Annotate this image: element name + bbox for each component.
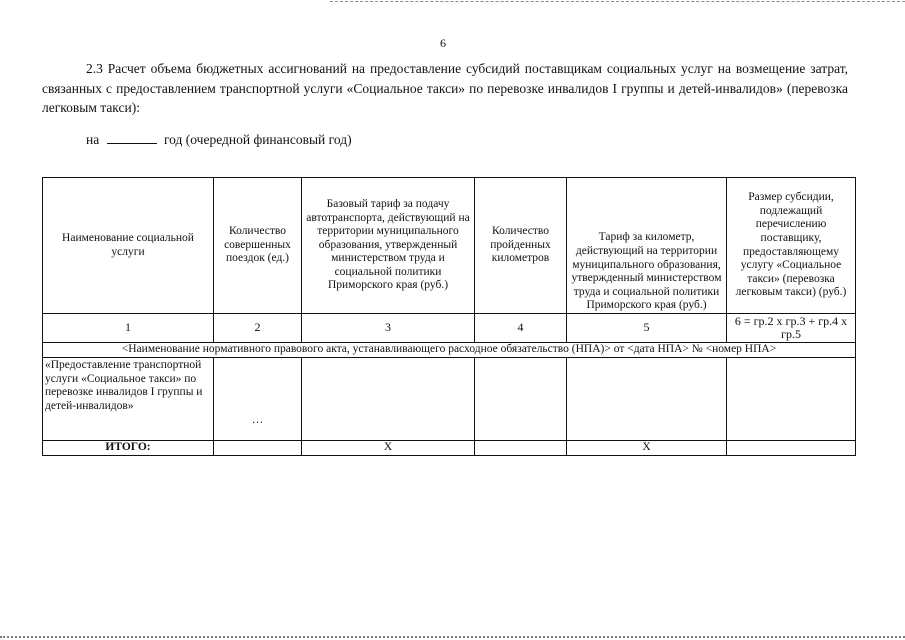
header-trip-count: Количество совершенных поездок (ед.) [214,178,302,314]
header-base-tariff: Базовый тариф за подачу автотранспорта, действующий на территории муниципального образования, утвержденный министерством труда и социальной политики Приморского края (руб.) [302,178,475,314]
data-cell [302,358,475,441]
total-cell-x: Х [567,441,727,456]
total-cell [475,441,567,456]
service-name: «Предоставление транспортной услуги «Социальное такси» по перевозке инвалидов I группы и детей-инвалидов» [43,358,214,441]
data-cell [567,358,727,441]
column-number-row [43,314,856,343]
total-label: ИТОГО: [43,441,214,456]
service-row [43,358,856,441]
year-blank [107,131,157,144]
calculation-table [42,177,856,456]
total-row [43,441,856,456]
data-cell [727,358,856,441]
header-subsidy-amount: Размер субсидии, подлежащий перечислению поставщику, предоставляющему услугу «Социальное такси» (перевозка легковым такси) (руб.) [727,178,856,314]
column-formula: 6 = гр.2 х гр.3 + гр.4 х гр.5 [727,314,856,343]
npa-text: <Наименование нормативного правового акта, устанавливающего расходное обязательство (НПА)> от <дата НПА> № <номер НПА> [43,343,856,358]
total-cell-x: Х [302,441,475,456]
ellipsis-cell: … [214,358,302,441]
npa-row [43,343,856,358]
column-number: 3 [302,314,475,343]
page-number: 6 [440,36,446,50]
data-cell [475,358,567,441]
total-cell [214,441,302,456]
column-number: 2 [214,314,302,343]
column-number: 1 [43,314,214,343]
header-row [43,178,856,314]
year-prefix: на [86,132,100,147]
header-service-name: Наименование социальной услуги [43,178,214,314]
section-paragraph: 2.3 Расчет объема бюджетных ассигнований на предоставление субсидий поставщикам социальных услуг на возмещение затрат, связанных с предоставлением транспортной услуги «Социальное такси» по перевозке инвалидов I группы и детей-инвалидов» (перевозка легковым такси): [42,61,848,115]
column-number: 5 [567,314,727,343]
header-km-tariff: Тариф за километр, действующий на территории муниципального образования, утвержденный министерством труда и социальной политики Приморского края (руб.) [567,178,727,314]
year-line [86,131,352,148]
header-km-count: Количество пройденных километров [475,178,567,314]
total-cell [727,441,856,456]
column-number: 4 [475,314,567,343]
year-suffix: год (очередной финансовый год) [163,132,352,147]
scan-edge-bottom [0,636,905,638]
scan-edge-top [330,1,905,2]
